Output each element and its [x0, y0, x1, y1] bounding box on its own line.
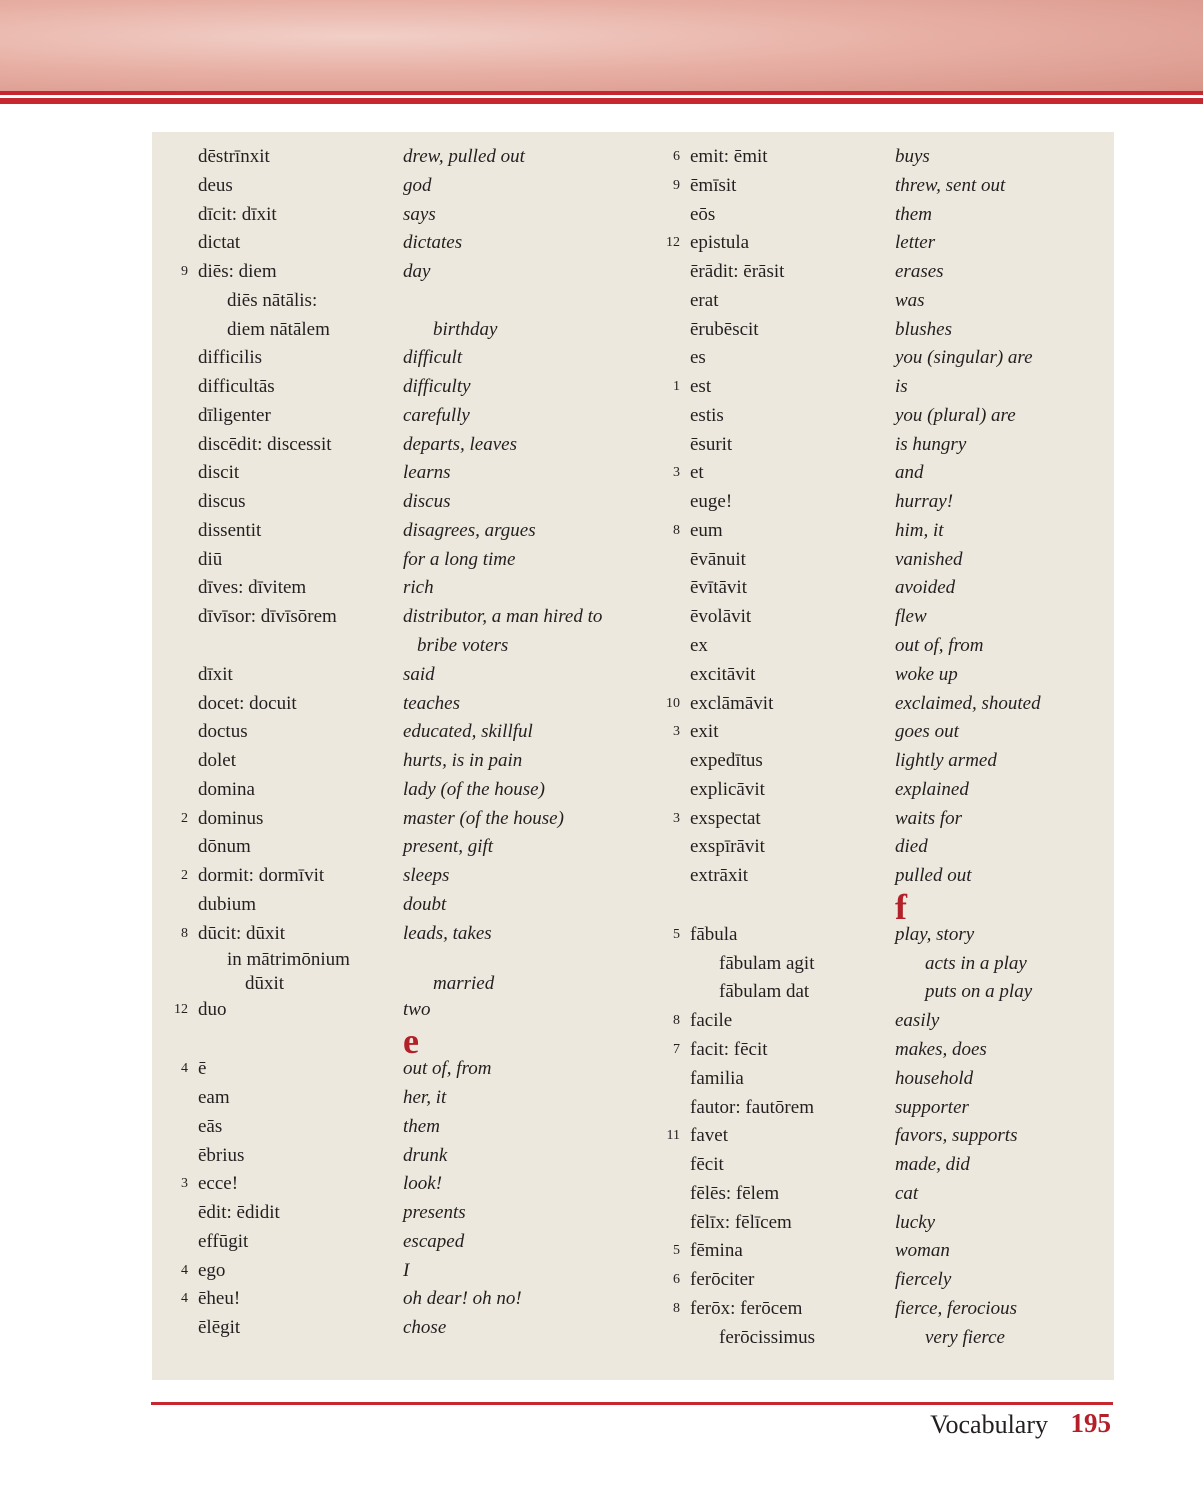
english-meaning: you (singular) are — [895, 347, 1033, 369]
english-meaning: lightly armed — [895, 750, 997, 772]
latin-word: ferōciter — [690, 1269, 755, 1291]
latin-word: fābulam agit — [719, 952, 815, 974]
entry-frequency-number: 4 — [181, 1061, 188, 1077]
english-meaning: woke up — [895, 663, 958, 685]
latin-word: dōnum — [198, 836, 251, 858]
latin-word: dubium — [198, 893, 257, 915]
latin-word: expedītus — [690, 750, 763, 772]
english-meaning: vanished — [895, 548, 963, 570]
latin-word: exit — [690, 721, 719, 743]
latin-word: diēs: diem — [198, 261, 277, 283]
english-meaning: hurray! — [895, 491, 954, 513]
entry-frequency-number: 7 — [673, 1041, 680, 1057]
latin-word: euge! — [690, 491, 733, 513]
english-meaning: fierce, ferocious — [895, 1297, 1018, 1319]
english-meaning: out of, from — [895, 635, 984, 657]
latin-word: dīcit: dīxit — [198, 203, 277, 225]
entry-frequency-number: 5 — [673, 926, 680, 942]
english-meaning: acts in a play — [925, 952, 1027, 974]
latin-word: favet — [690, 1125, 728, 1147]
english-meaning: supporter — [895, 1096, 969, 1118]
latin-word: ēbrius — [198, 1144, 245, 1166]
latin-word: est — [690, 376, 712, 398]
header-rule — [0, 91, 1203, 95]
latin-word: ferōcissimus — [719, 1326, 816, 1348]
english-meaning: educated, skillful — [403, 721, 533, 743]
entry-frequency-number: 2 — [181, 868, 188, 884]
latin-word: ēvānuit — [690, 548, 746, 570]
english-meaning: disagrees, argues — [403, 519, 536, 541]
english-meaning: rich — [403, 577, 434, 599]
latin-word: eum — [690, 519, 723, 541]
latin-word: dominus — [198, 807, 264, 829]
english-meaning: out of, from — [403, 1058, 492, 1080]
english-meaning: buys — [895, 146, 930, 167]
latin-word: docet: docuit — [198, 692, 297, 714]
latin-word: fēlēs: fēlem — [690, 1182, 780, 1204]
entry-frequency-number: 4 — [181, 1262, 188, 1278]
latin-word: dīligenter — [198, 404, 271, 426]
latin-word: familia — [690, 1067, 744, 1089]
latin-word: estis — [690, 404, 724, 426]
latin-word: dūcit: dūxit — [198, 922, 286, 944]
english-meaning: said — [403, 663, 435, 685]
entry-frequency-number: 4 — [181, 1291, 188, 1307]
english-meaning: teaches — [403, 692, 460, 714]
latin-word: excitāvit — [690, 663, 756, 685]
latin-word: fēmina — [690, 1240, 743, 1262]
entry-frequency-number: 3 — [673, 810, 680, 826]
latin-word: fēcit — [690, 1154, 724, 1176]
latin-word: ērādit: ērāsit — [690, 261, 785, 283]
entry-frequency-number: 2 — [181, 810, 188, 826]
latin-word: es — [690, 347, 706, 369]
english-meaning: him, it — [895, 519, 944, 541]
latin-word: explicāvit — [690, 778, 765, 800]
latin-word: discit — [198, 462, 240, 484]
english-meaning: goes out — [895, 721, 959, 743]
latin-word: ēvolāvit — [690, 606, 752, 628]
latin-word: discus — [198, 491, 246, 513]
entry-frequency-number: 3 — [181, 1176, 188, 1192]
latin-word: deus — [198, 174, 233, 196]
entry-frequency-number: 8 — [673, 522, 680, 538]
english-meaning: day — [403, 261, 431, 283]
english-meaning: chose — [403, 1317, 447, 1339]
english-meaning: lady (of the house) — [403, 778, 545, 800]
english-meaning: made, did — [895, 1154, 970, 1176]
english-meaning: married — [433, 973, 495, 995]
latin-word: fābulam dat — [719, 981, 810, 1003]
english-meaning: makes, does — [895, 1038, 987, 1060]
latin-word: effūgit — [198, 1230, 249, 1252]
latin-word: ērubēscit — [690, 318, 759, 340]
latin-word: fēlīx: fēlīcem — [690, 1211, 792, 1233]
latin-word: facit: fēcit — [690, 1038, 768, 1060]
latin-word: diēs nātālis: — [227, 289, 318, 311]
english-meaning: sleeps — [403, 865, 450, 887]
entry-frequency-number: 9 — [181, 264, 188, 280]
latin-word: ē — [198, 1058, 207, 1080]
english-meaning: favors, supports — [895, 1125, 1018, 1147]
english-meaning: difficulty — [403, 376, 471, 398]
latin-word: erat — [690, 289, 719, 311]
latin-word: difficilis — [198, 347, 263, 369]
entry-frequency-number: 11 — [666, 1128, 680, 1144]
entry-frequency-number: 6 — [673, 1272, 680, 1288]
english-meaning: lucky — [895, 1211, 936, 1233]
latin-word: eam — [198, 1086, 230, 1108]
entry-frequency-number: 8 — [673, 1013, 680, 1029]
english-meaning: learns — [403, 462, 451, 484]
english-meaning: letter — [895, 232, 936, 254]
english-meaning: blushes — [895, 318, 952, 340]
english-meaning: waits for — [895, 807, 963, 829]
english-meaning: distributor, a man hired to — [403, 606, 603, 628]
latin-word: exspectat — [690, 807, 761, 829]
english-meaning: escaped — [403, 1230, 465, 1252]
latin-word: ēmīsit — [690, 174, 737, 196]
english-meaning: threw, sent out — [895, 174, 1006, 196]
latin-word: dēstrīnxit — [198, 146, 270, 167]
footer-section-label: Vocabulary — [930, 1410, 1048, 1439]
header-band — [0, 0, 1203, 91]
latin-word: discēdit: discessit — [198, 433, 332, 455]
english-meaning: god — [403, 174, 432, 196]
latin-word: eōs — [690, 203, 716, 225]
latin-word: dīvīsor: dīvīsōrem — [198, 606, 337, 628]
latin-word: fābula — [690, 923, 738, 945]
english-meaning: departs, leaves — [403, 433, 517, 455]
section-letter: f — [895, 886, 907, 927]
entry-frequency-number: 5 — [673, 1243, 680, 1259]
latin-word: difficultās — [198, 376, 275, 398]
latin-word: dīxit — [198, 663, 233, 685]
english-meaning: oh dear! oh no! — [403, 1288, 522, 1310]
latin-word: ēlēgit — [198, 1317, 241, 1339]
english-meaning: master (of the house) — [403, 807, 564, 829]
section-letter: e — [403, 1021, 419, 1062]
english-meaning: erases — [895, 261, 944, 283]
latin-word: in mātrimōnium — [227, 949, 350, 971]
english-meaning: play, story — [895, 923, 975, 945]
english-meaning: exclaimed, shouted — [895, 692, 1041, 714]
english-meaning: birthday — [433, 318, 498, 340]
latin-word: et — [690, 462, 704, 484]
english-meaning: puts on a play — [925, 981, 1033, 1003]
english-meaning: avoided — [895, 577, 956, 599]
latin-word: fautor: fautōrem — [690, 1096, 814, 1118]
latin-word: epistula — [690, 232, 750, 254]
entry-frequency-number: 10 — [666, 695, 680, 711]
english-meaning: two — [403, 999, 431, 1021]
latin-word: dolet — [198, 750, 236, 772]
latin-word: ēvītāvit — [690, 577, 747, 599]
latin-word: dictat — [198, 232, 241, 254]
english-meaning: difficult — [403, 347, 463, 369]
english-meaning: flew — [895, 606, 927, 628]
english-meaning: doubt — [403, 893, 447, 915]
english-meaning: you (plural) are — [895, 404, 1016, 426]
latin-word: eās — [198, 1115, 223, 1137]
english-meaning: presents — [403, 1202, 466, 1224]
english-meaning: household — [895, 1067, 974, 1089]
page-number: 195 — [1070, 1408, 1111, 1438]
latin-word: diem nātālem — [227, 318, 330, 340]
latin-word: facile — [690, 1010, 733, 1032]
english-meaning: and — [895, 462, 924, 484]
english-meaning: them — [895, 203, 932, 225]
latin-word: exspīrāvit — [690, 836, 765, 858]
latin-word: extrāxit — [690, 865, 749, 887]
latin-word: domina — [198, 778, 255, 800]
english-meaning: leads, takes — [403, 922, 492, 944]
latin-word: dormit: dormīvit — [198, 865, 325, 887]
english-meaning: bribe voters — [417, 635, 509, 657]
entry-frequency-number: 12 — [666, 235, 680, 251]
english-meaning: easily — [895, 1010, 940, 1032]
entry-frequency-number: 8 — [181, 925, 188, 941]
latin-word: doctus — [198, 721, 248, 743]
latin-word: duo — [198, 999, 227, 1021]
entry-frequency-number: 3 — [673, 465, 680, 481]
english-meaning: died — [895, 836, 928, 858]
english-meaning: cat — [895, 1182, 919, 1204]
english-meaning: look! — [403, 1173, 443, 1195]
latin-word: ecce! — [198, 1173, 239, 1195]
english-meaning: explained — [895, 778, 969, 800]
latin-word: dissentit — [198, 519, 262, 541]
latin-word: ēdit: ēdidit — [198, 1202, 280, 1224]
english-meaning: was — [895, 289, 925, 311]
entry-frequency-number: 9 — [673, 177, 680, 193]
latin-word: ego — [198, 1259, 226, 1281]
entry-frequency-number: 1 — [673, 379, 680, 395]
header-rule — [0, 98, 1203, 104]
latin-word: diū — [198, 548, 223, 570]
english-meaning: I — [403, 1259, 410, 1281]
footer-rule — [151, 1402, 1113, 1405]
latin-word: ēsurit — [690, 433, 733, 455]
english-meaning: is hungry — [895, 433, 967, 455]
latin-word: ēheu! — [198, 1288, 241, 1310]
english-meaning: them — [403, 1115, 440, 1137]
english-meaning: is — [895, 376, 908, 398]
latin-word: ex — [690, 635, 708, 657]
english-meaning: discus — [403, 491, 451, 513]
english-meaning: says — [403, 203, 436, 225]
entry-frequency-number: 6 — [673, 149, 680, 164]
latin-word: dūxit — [245, 973, 285, 995]
english-meaning: her, it — [403, 1086, 447, 1108]
english-meaning: drunk — [403, 1144, 448, 1166]
english-meaning: very fierce — [925, 1326, 1005, 1348]
english-meaning: hurts, is in pain — [403, 750, 523, 772]
english-meaning: carefully — [403, 404, 470, 426]
latin-word: dīves: dīvitem — [198, 577, 307, 599]
english-meaning: present, gift — [403, 836, 494, 858]
english-meaning: pulled out — [895, 865, 972, 887]
latin-word: ferōx: ferōcem — [690, 1297, 803, 1319]
entry-frequency-number: 12 — [174, 1002, 188, 1018]
english-meaning: dictates — [403, 232, 463, 254]
entry-frequency-number: 3 — [673, 724, 680, 740]
english-meaning: drew, pulled out — [403, 146, 525, 167]
english-meaning: fiercely — [895, 1269, 952, 1291]
entry-frequency-number: 8 — [673, 1300, 680, 1316]
english-meaning: woman — [895, 1240, 950, 1262]
english-meaning: for a long time — [403, 548, 516, 570]
latin-word: emit: ēmit — [690, 146, 768, 167]
latin-word: exclāmāvit — [690, 692, 774, 714]
